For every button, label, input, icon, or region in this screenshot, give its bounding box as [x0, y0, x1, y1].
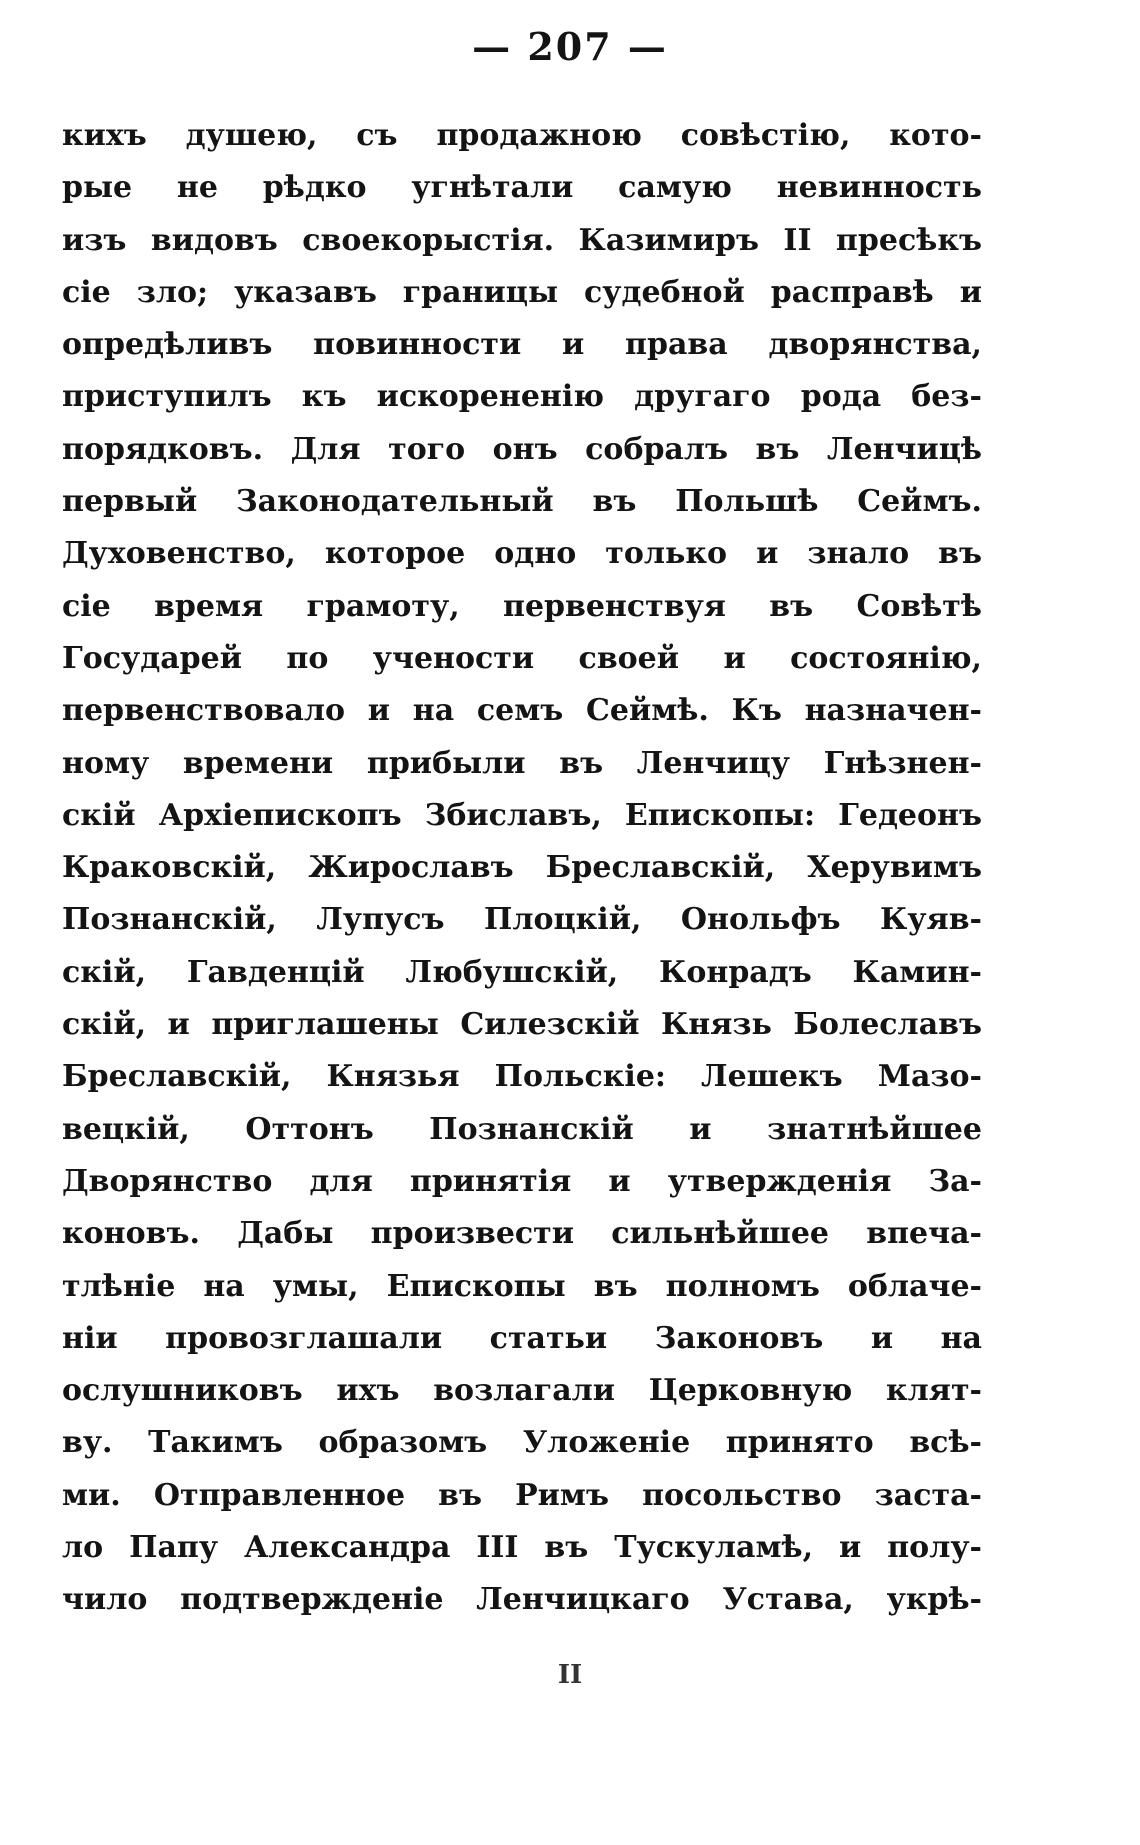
text-line: скій, Гавденцій Любушскій, Конрадъ Камин-: [62, 954, 982, 990]
text-line: ло Папу Александра III въ Тускуламѣ, и полу-: [62, 1530, 982, 1566]
text-line: ніи провозглашали статьи Законовъ и на: [62, 1320, 982, 1356]
text-line: скій, и приглашены Силезскій Князь Болеславъ: [62, 1007, 982, 1043]
text-line: Бреславскій, Князья Польскіе: Лешекъ Мазо-: [62, 1059, 982, 1095]
page-number-header: — 207 —: [472, 24, 668, 69]
text-line: скій Архіепископъ Збиславъ, Епископы: Гедеонъ: [62, 797, 982, 833]
page-body-text: [62, 110, 982, 1627]
text-line: Государей по учености своей и состоянію,: [62, 640, 982, 676]
text-line: Познанскій, Лупусъ Плоцкій, Онольфъ Куяв-: [62, 902, 982, 938]
text-line: чило подтвержденіе Ленчицкаго Устава, укрѣ-: [62, 1582, 982, 1618]
text-line: ву. Такимъ образомъ Уложеніе принято всѣ-: [62, 1425, 982, 1461]
text-line: Духовенство, которое одно только и знало въ: [62, 536, 982, 572]
text-line: рые не рѣдко угнѣтали самую невинность: [62, 170, 982, 206]
text-line: кихъ душею, съ продажною совѣстію, кото-: [62, 118, 982, 153]
text-line: приступилъ къ искорененію другаго рода без-: [62, 379, 982, 415]
text-line: ному времени прибыли въ Ленчицу Гнѣзнен-: [62, 745, 982, 781]
text-line: опредѣливъ повинности и права дворянства,: [62, 327, 982, 363]
text-line: первый Законодательный въ Польшѣ Сеймъ.: [62, 484, 982, 520]
text-line: порядковъ. Для того онъ собралъ въ Ленчицѣ: [62, 431, 982, 467]
text-line: сіе зло; указавъ границы судебной расправѣ и: [62, 274, 982, 310]
text-line: тлѣніе на умы, Епископы въ полномъ облаче-: [62, 1268, 982, 1304]
text-line: изъ видовъ своекорыстія. Казимиръ II пресѣкъ: [62, 222, 982, 258]
text-line: вецкій, Оттонъ Познанскій и знатнѣйшее: [62, 1111, 982, 1147]
text-line: Дворянство для принятія и утвержденія За-: [62, 1163, 982, 1199]
signature-mark: II: [557, 1660, 583, 1690]
text-line: ми. Отправленное въ Римъ посольство заста-: [62, 1477, 982, 1513]
text-line: ослушниковъ ихъ возлагали Церковную клят-: [62, 1373, 982, 1409]
text-line: Краковскій, Жирославъ Бреславскій, Херувимъ: [62, 850, 982, 886]
text-line: коновъ. Дабы произвести сильнѣйшее впеча-: [62, 1216, 982, 1252]
text-line: первенствовало и на семъ Сеймѣ. Къ назначен-: [62, 693, 982, 729]
text-line: сіе время грамоту, первенствуя въ Совѣтѣ: [62, 588, 982, 624]
